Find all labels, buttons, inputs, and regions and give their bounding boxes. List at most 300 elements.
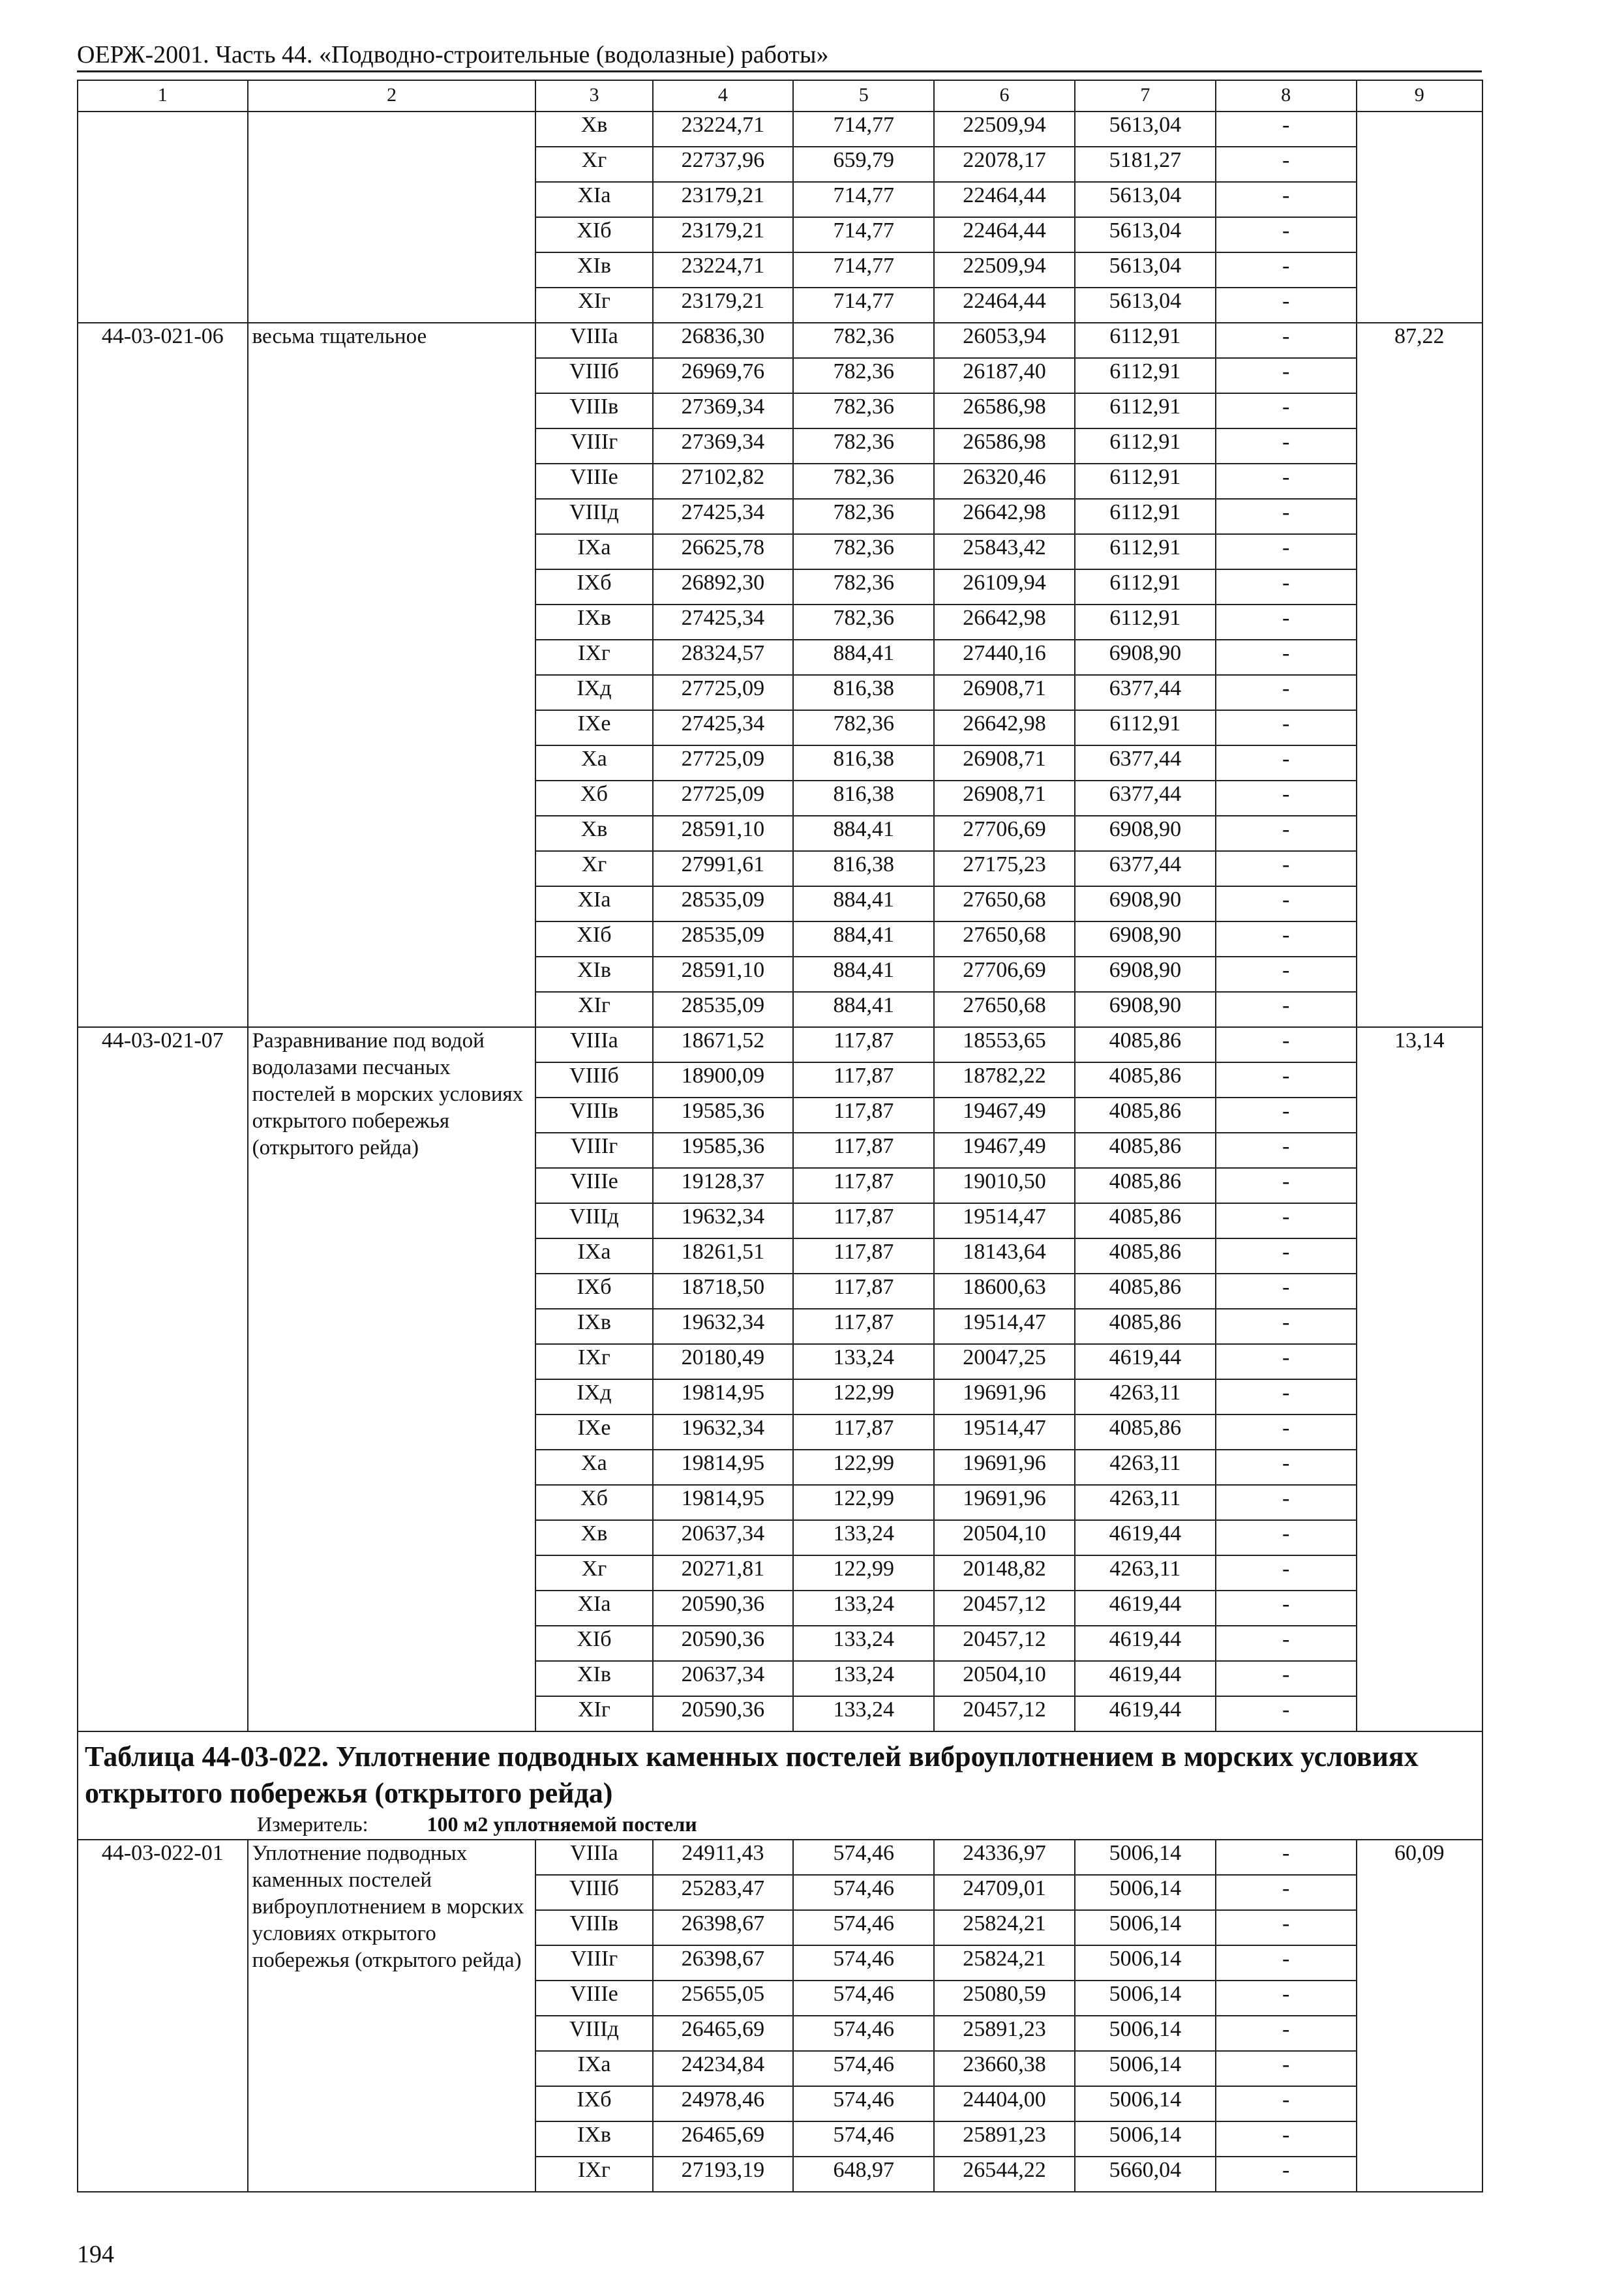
cell-col-8: - (1216, 1098, 1357, 1133)
cell-col-5: 574,46 (793, 1875, 934, 1910)
cell-col-4: 25283,47 (653, 1875, 794, 1910)
cell-col-4: 27425,34 (653, 605, 794, 640)
cell-col-5: 782,36 (793, 605, 934, 640)
cell-col-8: - (1216, 675, 1357, 710)
cell-col-6: 27440,16 (934, 640, 1075, 675)
table-row (78, 112, 1482, 147)
cell-col-6: 26586,98 (934, 428, 1075, 464)
cell-col-7: 4085,86 (1075, 1168, 1216, 1203)
cell-col-7: 6112,91 (1075, 710, 1216, 745)
cell-col-5: 122,99 (793, 1485, 934, 1520)
cell-col-5: 122,99 (793, 1555, 934, 1591)
cell-col-7: 6908,90 (1075, 957, 1216, 992)
cell-col-8: - (1216, 2051, 1357, 2086)
cell-col-4: 26836,30 (653, 323, 794, 358)
cell-col-8: - (1216, 428, 1357, 464)
cell-col-3: ХIб (535, 921, 652, 957)
cell-col-7: 4619,44 (1075, 1696, 1216, 1731)
cell-col-3: IХб (535, 2086, 652, 2121)
cell-col-6: 27650,68 (934, 992, 1075, 1027)
labor-cost-col9 (1357, 112, 1482, 323)
cell-col-7: 6908,90 (1075, 816, 1216, 851)
cell-col-7: 6908,90 (1075, 886, 1216, 921)
cell-col-8: - (1216, 1414, 1357, 1450)
cell-col-3: ХIб (535, 217, 652, 252)
cell-col-8: - (1216, 393, 1357, 428)
cell-col-6: 26586,98 (934, 393, 1075, 428)
cell-col-6: 23660,38 (934, 2051, 1075, 2086)
cell-col-7: 6112,91 (1075, 534, 1216, 569)
cell-col-7: 4085,86 (1075, 1203, 1216, 1238)
cell-col-7: 5613,04 (1075, 182, 1216, 217)
cell-col-7: 4085,86 (1075, 1027, 1216, 1062)
cell-col-7: 4619,44 (1075, 1591, 1216, 1626)
cell-col-7: 6112,91 (1075, 499, 1216, 534)
cell-col-7: 5006,14 (1075, 1945, 1216, 1981)
cell-col-8: - (1216, 1485, 1357, 1520)
cell-col-4: 19585,36 (653, 1133, 794, 1168)
cell-col-4: 20637,34 (653, 1661, 794, 1696)
cell-col-6: 22464,44 (934, 217, 1075, 252)
cell-col-5: 574,46 (793, 1945, 934, 1981)
cell-col-5: 884,41 (793, 886, 934, 921)
cell-col-6: 25080,59 (934, 1981, 1075, 2016)
cell-col-6: 20457,12 (934, 1591, 1075, 1626)
cell-col-7: 6908,90 (1075, 992, 1216, 1027)
cell-col-6: 18600,63 (934, 1274, 1075, 1309)
cell-col-4: 28324,57 (653, 640, 794, 675)
cell-col-6: 26109,94 (934, 569, 1075, 605)
cell-col-8: - (1216, 2016, 1357, 2051)
cell-col-7: 6377,44 (1075, 675, 1216, 710)
cell-col-5: 782,36 (793, 464, 934, 499)
cell-col-7: 5006,14 (1075, 2121, 1216, 2157)
cell-col-4: 20590,36 (653, 1591, 794, 1626)
cell-col-6: 22509,94 (934, 112, 1075, 147)
cell-col-3: Ха (535, 745, 652, 781)
cell-col-6: 26642,98 (934, 499, 1075, 534)
cell-col-4: 20590,36 (653, 1696, 794, 1731)
cell-col-4: 20590,36 (653, 1626, 794, 1661)
cell-col-3: IХд (535, 675, 652, 710)
cell-col-8: - (1216, 1840, 1357, 1875)
cell-col-4: 19814,95 (653, 1379, 794, 1414)
cell-col-8: - (1216, 851, 1357, 886)
cell-col-7: 4085,86 (1075, 1414, 1216, 1450)
cell-col-4: 24911,43 (653, 1840, 794, 1875)
cell-col-7: 6112,91 (1075, 569, 1216, 605)
cell-col-7: 6112,91 (1075, 605, 1216, 640)
cell-col-3: VIIIд (535, 2016, 652, 2051)
cell-col-4: 27369,34 (653, 393, 794, 428)
cell-col-5: 117,87 (793, 1133, 934, 1168)
cell-col-4: 27102,82 (653, 464, 794, 499)
column-number-row (78, 80, 1482, 112)
cell-col-3: ХIг (535, 992, 652, 1027)
cell-col-7: 4085,86 (1075, 1062, 1216, 1098)
cell-col-8: - (1216, 1626, 1357, 1661)
cell-col-5: 133,24 (793, 1591, 934, 1626)
cell-col-5: 117,87 (793, 1027, 934, 1062)
cell-col-8: - (1216, 1309, 1357, 1344)
cell-col-4: 26892,30 (653, 569, 794, 605)
cell-col-6: 26320,46 (934, 464, 1075, 499)
cell-col-3: IХв (535, 2121, 652, 2157)
cell-col-5: 884,41 (793, 957, 934, 992)
measure-line (85, 1812, 1475, 1839)
cell-col-3: VIIIа (535, 1840, 652, 1875)
cell-col-7: 5006,14 (1075, 1875, 1216, 1910)
cell-col-4: 18718,50 (653, 1274, 794, 1309)
cell-col-8: - (1216, 921, 1357, 957)
cell-col-3: Хв (535, 1520, 652, 1555)
cell-col-8: - (1216, 2121, 1357, 2157)
cell-col-7: 6377,44 (1075, 781, 1216, 816)
cell-col-4: 20637,34 (653, 1520, 794, 1555)
cell-col-7: 5006,14 (1075, 2051, 1216, 2086)
cell-col-6: 20457,12 (934, 1626, 1075, 1661)
cell-col-8: - (1216, 252, 1357, 288)
cell-col-4: 27425,34 (653, 710, 794, 745)
cell-col-3: VIIIг (535, 1133, 652, 1168)
cell-col-4: 26969,76 (653, 358, 794, 393)
cell-col-7: 6112,91 (1075, 464, 1216, 499)
cell-col-7: 4263,11 (1075, 1450, 1216, 1485)
cell-col-3: IХе (535, 1414, 652, 1450)
cell-col-7: 6112,91 (1075, 393, 1216, 428)
cell-col-3: VIIIв (535, 1098, 652, 1133)
header-rule (77, 70, 1482, 72)
cell-col-4: 27991,61 (653, 851, 794, 886)
cell-col-7: 5181,27 (1075, 147, 1216, 182)
cell-col-3: ХIв (535, 1661, 652, 1696)
cell-col-8: - (1216, 217, 1357, 252)
column-number: 4 (653, 80, 794, 112)
cell-col-4: 28591,10 (653, 957, 794, 992)
cell-col-8: - (1216, 1238, 1357, 1274)
cell-col-5: 117,87 (793, 1414, 934, 1450)
cell-col-5: 133,24 (793, 1626, 934, 1661)
cell-col-6: 26908,71 (934, 781, 1075, 816)
cell-col-4: 18900,09 (653, 1062, 794, 1098)
cell-col-3: IХа (535, 1238, 652, 1274)
cell-col-6: 25891,23 (934, 2016, 1075, 2051)
cell-col-5: 574,46 (793, 1981, 934, 2016)
cell-col-7: 6112,91 (1075, 428, 1216, 464)
cell-col-4: 27425,34 (653, 499, 794, 534)
cell-col-7: 5613,04 (1075, 217, 1216, 252)
cell-col-3: ХIб (535, 1626, 652, 1661)
measure-value: 100 м2 уплотняемой постели (427, 1812, 697, 1836)
cell-col-6: 22464,44 (934, 182, 1075, 217)
cell-col-5: 574,46 (793, 1840, 934, 1875)
cell-col-7: 5006,14 (1075, 2086, 1216, 2121)
cell-col-3: Хв (535, 816, 652, 851)
cell-col-5: 884,41 (793, 640, 934, 675)
cell-col-3: Ха (535, 1450, 652, 1485)
cell-col-5: 117,87 (793, 1203, 934, 1238)
cell-col-3: Хв (535, 112, 652, 147)
table-row (78, 323, 1482, 358)
cell-col-3: VIIIв (535, 1910, 652, 1945)
cell-col-5: 782,36 (793, 323, 934, 358)
cell-col-3: IХг (535, 640, 652, 675)
cell-col-3: ХIа (535, 182, 652, 217)
cell-col-8: - (1216, 569, 1357, 605)
cell-col-5: 782,36 (793, 499, 934, 534)
cell-col-3: VIIIб (535, 1875, 652, 1910)
cell-col-7: 5006,14 (1075, 1981, 1216, 2016)
cell-col-8: - (1216, 1062, 1357, 1098)
cell-col-3: Хг (535, 1555, 652, 1591)
cell-col-3: IХд (535, 1379, 652, 1414)
cell-col-3: IХб (535, 569, 652, 605)
cell-col-4: 18671,52 (653, 1027, 794, 1062)
column-number: 9 (1357, 80, 1482, 112)
cell-col-5: 133,24 (793, 1520, 934, 1555)
cell-col-4: 18261,51 (653, 1238, 794, 1274)
cell-col-5: 117,87 (793, 1062, 934, 1098)
cell-col-6: 25891,23 (934, 2121, 1075, 2157)
cell-col-3: IХв (535, 605, 652, 640)
cell-col-7: 4263,11 (1075, 1485, 1216, 1520)
cell-col-7: 4619,44 (1075, 1344, 1216, 1379)
cell-col-4: 22737,96 (653, 147, 794, 182)
cell-col-6: 19514,47 (934, 1414, 1075, 1450)
cell-col-8: - (1216, 147, 1357, 182)
cell-col-7: 4085,86 (1075, 1238, 1216, 1274)
cell-col-4: 23179,21 (653, 217, 794, 252)
cell-col-7: 6908,90 (1075, 921, 1216, 957)
cell-col-3: ХIв (535, 957, 652, 992)
cell-col-4: 27725,09 (653, 781, 794, 816)
cell-col-5: 117,87 (793, 1274, 934, 1309)
cell-col-3: VIIIб (535, 1062, 652, 1098)
cell-col-5: 133,24 (793, 1344, 934, 1379)
cell-col-4: 23179,21 (653, 288, 794, 323)
cell-col-7: 5613,04 (1075, 252, 1216, 288)
cell-col-8: - (1216, 1203, 1357, 1238)
cell-col-6: 18143,64 (934, 1238, 1075, 1274)
cell-col-8: - (1216, 1875, 1357, 1910)
cell-col-5: 659,79 (793, 147, 934, 182)
cell-col-4: 19632,34 (653, 1309, 794, 1344)
cell-col-7: 5006,14 (1075, 1840, 1216, 1875)
cell-col-6: 18553,65 (934, 1027, 1075, 1062)
labor-cost-col9: 87,22 (1357, 323, 1482, 1027)
column-number: 2 (248, 80, 536, 112)
cell-col-6: 26187,40 (934, 358, 1075, 393)
column-number: 3 (535, 80, 652, 112)
cell-col-8: - (1216, 1027, 1357, 1062)
cell-col-6: 25824,21 (934, 1910, 1075, 1945)
cell-col-5: 714,77 (793, 217, 934, 252)
cell-col-6: 26544,22 (934, 2157, 1075, 2192)
cell-col-3: IХе (535, 710, 652, 745)
cell-col-3: Хг (535, 851, 652, 886)
cell-col-5: 122,99 (793, 1450, 934, 1485)
cell-col-4: 27369,34 (653, 428, 794, 464)
cell-col-4: 19128,37 (653, 1168, 794, 1203)
cell-col-8: - (1216, 1379, 1357, 1414)
cell-col-5: 117,87 (793, 1168, 934, 1203)
cell-col-4: 24978,46 (653, 2086, 794, 2121)
cell-col-3: IХа (535, 2051, 652, 2086)
cell-col-8: - (1216, 1344, 1357, 1379)
cell-col-5: 884,41 (793, 921, 934, 957)
cell-col-3: VIIIд (535, 499, 652, 534)
column-number: 8 (1216, 80, 1357, 112)
cell-col-5: 782,36 (793, 534, 934, 569)
cell-col-3: VIIIб (535, 358, 652, 393)
cell-col-6: 20457,12 (934, 1696, 1075, 1731)
cell-col-5: 782,36 (793, 428, 934, 464)
cell-col-6: 24709,01 (934, 1875, 1075, 1910)
rate-code: 44-03-022-01 (78, 1840, 248, 2192)
cell-col-5: 782,36 (793, 710, 934, 745)
cell-col-8: - (1216, 1450, 1357, 1485)
cell-col-5: 574,46 (793, 2121, 934, 2157)
cell-col-3: ХIг (535, 288, 652, 323)
column-number: 1 (78, 80, 248, 112)
cell-col-6: 27706,69 (934, 957, 1075, 992)
cell-col-4: 27193,19 (653, 2157, 794, 2192)
cell-col-6: 22078,17 (934, 147, 1075, 182)
cell-col-8: - (1216, 1555, 1357, 1591)
cell-col-6: 20504,10 (934, 1520, 1075, 1555)
cell-col-3: Хб (535, 1485, 652, 1520)
cell-col-8: - (1216, 2157, 1357, 2192)
cell-col-3: VIIIе (535, 1981, 652, 2016)
cell-col-3: ХIа (535, 886, 652, 921)
cell-col-4: 20271,81 (653, 1555, 794, 1591)
cell-col-6: 25843,42 (934, 534, 1075, 569)
rate-code (78, 112, 248, 323)
cell-col-3: IХа (535, 534, 652, 569)
cell-col-4: 19632,34 (653, 1203, 794, 1238)
table-title-cell (78, 1731, 1482, 1840)
cell-col-4: 19632,34 (653, 1414, 794, 1450)
cell-col-8: - (1216, 1910, 1357, 1945)
cell-col-6: 27650,68 (934, 921, 1075, 957)
cell-col-4: 28535,09 (653, 886, 794, 921)
cell-col-3: VIIIг (535, 1945, 652, 1981)
cell-col-7: 4619,44 (1075, 1520, 1216, 1555)
cell-col-7: 6908,90 (1075, 640, 1216, 675)
work-description: весьма тщательное (248, 323, 536, 1027)
cell-col-8: - (1216, 1661, 1357, 1696)
cell-col-8: - (1216, 640, 1357, 675)
cell-col-4: 19814,95 (653, 1485, 794, 1520)
cell-col-7: 5660,04 (1075, 2157, 1216, 2192)
cell-col-8: - (1216, 1981, 1357, 2016)
cell-col-7: 6377,44 (1075, 745, 1216, 781)
cell-col-8: - (1216, 745, 1357, 781)
cell-col-7: 6112,91 (1075, 358, 1216, 393)
page-number: 194 (77, 2241, 114, 2268)
cell-col-7: 4085,86 (1075, 1274, 1216, 1309)
cell-col-5: 574,46 (793, 1910, 934, 1945)
cell-col-6: 26053,94 (934, 323, 1075, 358)
cell-col-5: 782,36 (793, 569, 934, 605)
cell-col-8: - (1216, 1591, 1357, 1626)
cell-col-4: 28535,09 (653, 992, 794, 1027)
table-row (78, 1840, 1482, 1875)
cell-col-6: 22509,94 (934, 252, 1075, 288)
cell-col-8: - (1216, 1520, 1357, 1555)
cell-col-3: IХг (535, 1344, 652, 1379)
cell-col-4: 19814,95 (653, 1450, 794, 1485)
cell-col-6: 20047,25 (934, 1344, 1075, 1379)
cell-col-5: 574,46 (793, 2086, 934, 2121)
cell-col-6: 22464,44 (934, 288, 1075, 323)
cell-col-6: 27706,69 (934, 816, 1075, 851)
cell-col-4: 26398,67 (653, 1910, 794, 1945)
cell-col-6: 26642,98 (934, 710, 1075, 745)
cell-col-5: 884,41 (793, 816, 934, 851)
cell-col-7: 4085,86 (1075, 1309, 1216, 1344)
cell-col-3: IХб (535, 1274, 652, 1309)
column-number: 5 (793, 80, 934, 112)
cell-col-4: 27725,09 (653, 745, 794, 781)
cell-col-3: IХв (535, 1309, 652, 1344)
table-row (78, 1027, 1482, 1062)
table-title-row (78, 1731, 1482, 1840)
cell-col-8: - (1216, 605, 1357, 640)
cell-col-7: 6112,91 (1075, 323, 1216, 358)
cell-col-8: - (1216, 1133, 1357, 1168)
measure-label: Измеритель: (257, 1812, 368, 1836)
cell-col-4: 26465,69 (653, 2121, 794, 2157)
cell-col-3: VIIIа (535, 323, 652, 358)
cell-col-3: VIIIе (535, 1168, 652, 1203)
cell-col-8: - (1216, 464, 1357, 499)
cell-col-8: - (1216, 992, 1357, 1027)
cell-col-5: 714,77 (793, 288, 934, 323)
cell-col-6: 27650,68 (934, 886, 1075, 921)
cell-col-6: 24404,00 (934, 2086, 1075, 2121)
page-header: ОЕРЖ-2001. Часть 44. «Подводно-строительные (водолазные) работы» (77, 41, 829, 68)
column-number: 6 (934, 80, 1075, 112)
cell-col-5: 133,24 (793, 1696, 934, 1731)
cell-col-8: - (1216, 534, 1357, 569)
cell-col-6: 19010,50 (934, 1168, 1075, 1203)
cell-col-6: 27175,23 (934, 851, 1075, 886)
cell-col-8: - (1216, 781, 1357, 816)
cell-col-6: 19514,47 (934, 1309, 1075, 1344)
cell-col-4: 26625,78 (653, 534, 794, 569)
cell-col-6: 19514,47 (934, 1203, 1075, 1238)
cell-col-3: ХIв (535, 252, 652, 288)
work-description (248, 112, 536, 323)
cell-col-5: 574,46 (793, 2051, 934, 2086)
cell-col-4: 20180,49 (653, 1344, 794, 1379)
cell-col-5: 816,38 (793, 851, 934, 886)
cell-col-5: 714,77 (793, 252, 934, 288)
cell-col-5: 117,87 (793, 1098, 934, 1133)
cell-col-3: Хг (535, 147, 652, 182)
cell-col-8: - (1216, 112, 1357, 147)
cell-col-7: 5006,14 (1075, 2016, 1216, 2051)
cell-col-5: 574,46 (793, 2016, 934, 2051)
cell-col-6: 20504,10 (934, 1661, 1075, 1696)
cell-col-6: 19691,96 (934, 1450, 1075, 1485)
cell-col-5: 782,36 (793, 358, 934, 393)
cell-col-6: 25824,21 (934, 1945, 1075, 1981)
cell-col-4: 26398,67 (653, 1945, 794, 1981)
cell-col-6: 24336,97 (934, 1840, 1075, 1875)
cell-col-7: 4619,44 (1075, 1661, 1216, 1696)
